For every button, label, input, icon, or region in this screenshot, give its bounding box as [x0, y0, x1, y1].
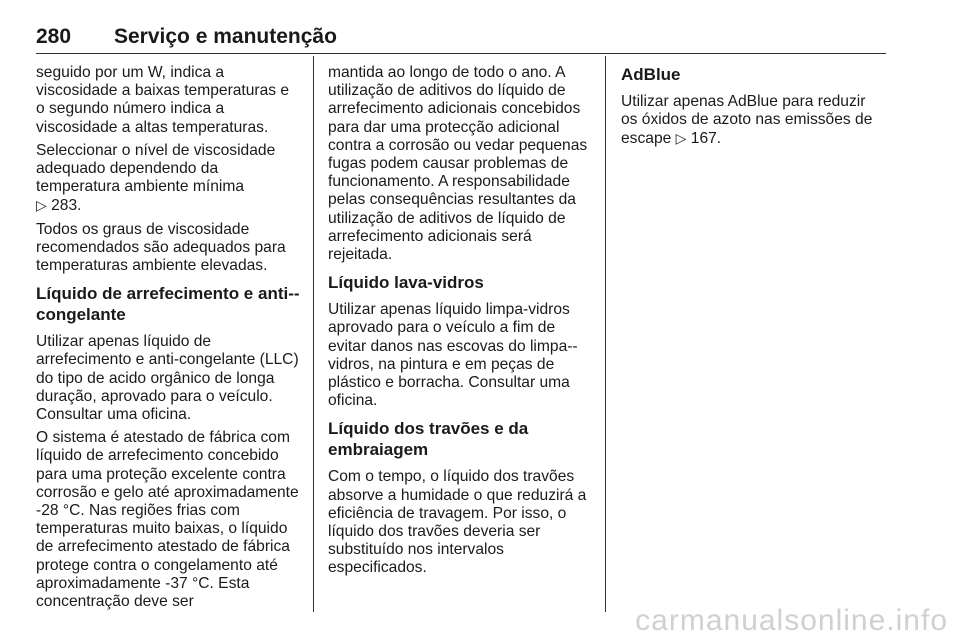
section-heading: Líquido lava-vidros	[328, 273, 484, 293]
triangle-arrow-icon: ▷	[36, 197, 47, 214]
page-reference[interactable]: 167.	[690, 130, 722, 148]
page-header	[36, 24, 886, 50]
section-heading: AdBlue	[621, 65, 681, 84]
column-1	[36, 64, 300, 616]
paragraph	[621, 93, 885, 149]
column-divider-2	[605, 56, 606, 612]
header-divider	[36, 53, 886, 54]
section-heading: Líquido dos travões e da embraiagem	[328, 419, 529, 460]
watermark: carmanualsonline.info	[635, 604, 948, 637]
paragraph: Com o tempo, o líquido dos travões absorve a humidade o que reduzirá a eficiência de travagem. Por isso, o líquido dos travões deveria ser substituído nos intervalos especificados.	[328, 468, 587, 577]
paragraph: O sistema é atestado de fábrica com líquido de arrefecimento concebido para uma proteção excelente contra corrosão e gelo até aproximadamente -28 °C. Nas regiões frias com temperaturas muito baixas, o líquido de arrefecimento atestado de fábrica protege contra o congelamento até aproximadamente -37 °C. Esta concentração deve ser	[36, 429, 299, 611]
paragraph: Todos os graus de viscosidade recomendados são adequados para temperaturas ambiente elevadas.	[36, 220, 286, 275]
column-2	[328, 64, 594, 583]
column-divider-1	[313, 56, 314, 612]
paragraph: seguido por um W, indica a viscosidade a baixas temperaturas e o segundo número indica a viscosidade a altas temperaturas.	[36, 64, 290, 136]
paragraph: Utilizar apenas líquido de arrefecimento e anti-congelante (LLC) do tipo de acido orgânico de longa duração, aprovado para o veículo. Consultar uma oficina.	[36, 333, 299, 424]
paragraph-text: Utilizar apenas AdBlue para reduzir os óxidos de azoto nas emissões de escape	[621, 93, 873, 148]
triangle-arrow-icon: ▷	[675, 130, 687, 147]
page-reference[interactable]: 283.	[51, 197, 82, 215]
paragraph: Utilizar apenas líquido limpa-vidros aprovado para o veículo a fim de evitar danos nas escovas do limpa--vidros, na pintura e em peças de plástico e borracha. Consultar uma oficina.	[328, 301, 578, 410]
page-number: 280	[36, 25, 72, 48]
section-heading: Líquido de arrefecimento e anti--congelante	[36, 284, 300, 325]
page-title: Serviço e manutenção	[114, 25, 337, 48]
paragraph	[36, 142, 300, 216]
column-3	[621, 64, 885, 154]
paragraph: mantida ao longo de todo o ano. A utilização de aditivos do líquido de arrefecimento adicionais concebidos para dar uma protecção adicional contra a corrosão ou vedar pequenas fugas podem causar problemas de funcionamento. A responsabilidade pelas consequências resultantes da utilização de aditivos de líquido de arrefecimento adicionais será rejeitada.	[328, 64, 588, 264]
paragraph-text: Seleccionar o nível de viscosidade adequado dependendo da temperatura ambiente mínima	[36, 141, 276, 196]
